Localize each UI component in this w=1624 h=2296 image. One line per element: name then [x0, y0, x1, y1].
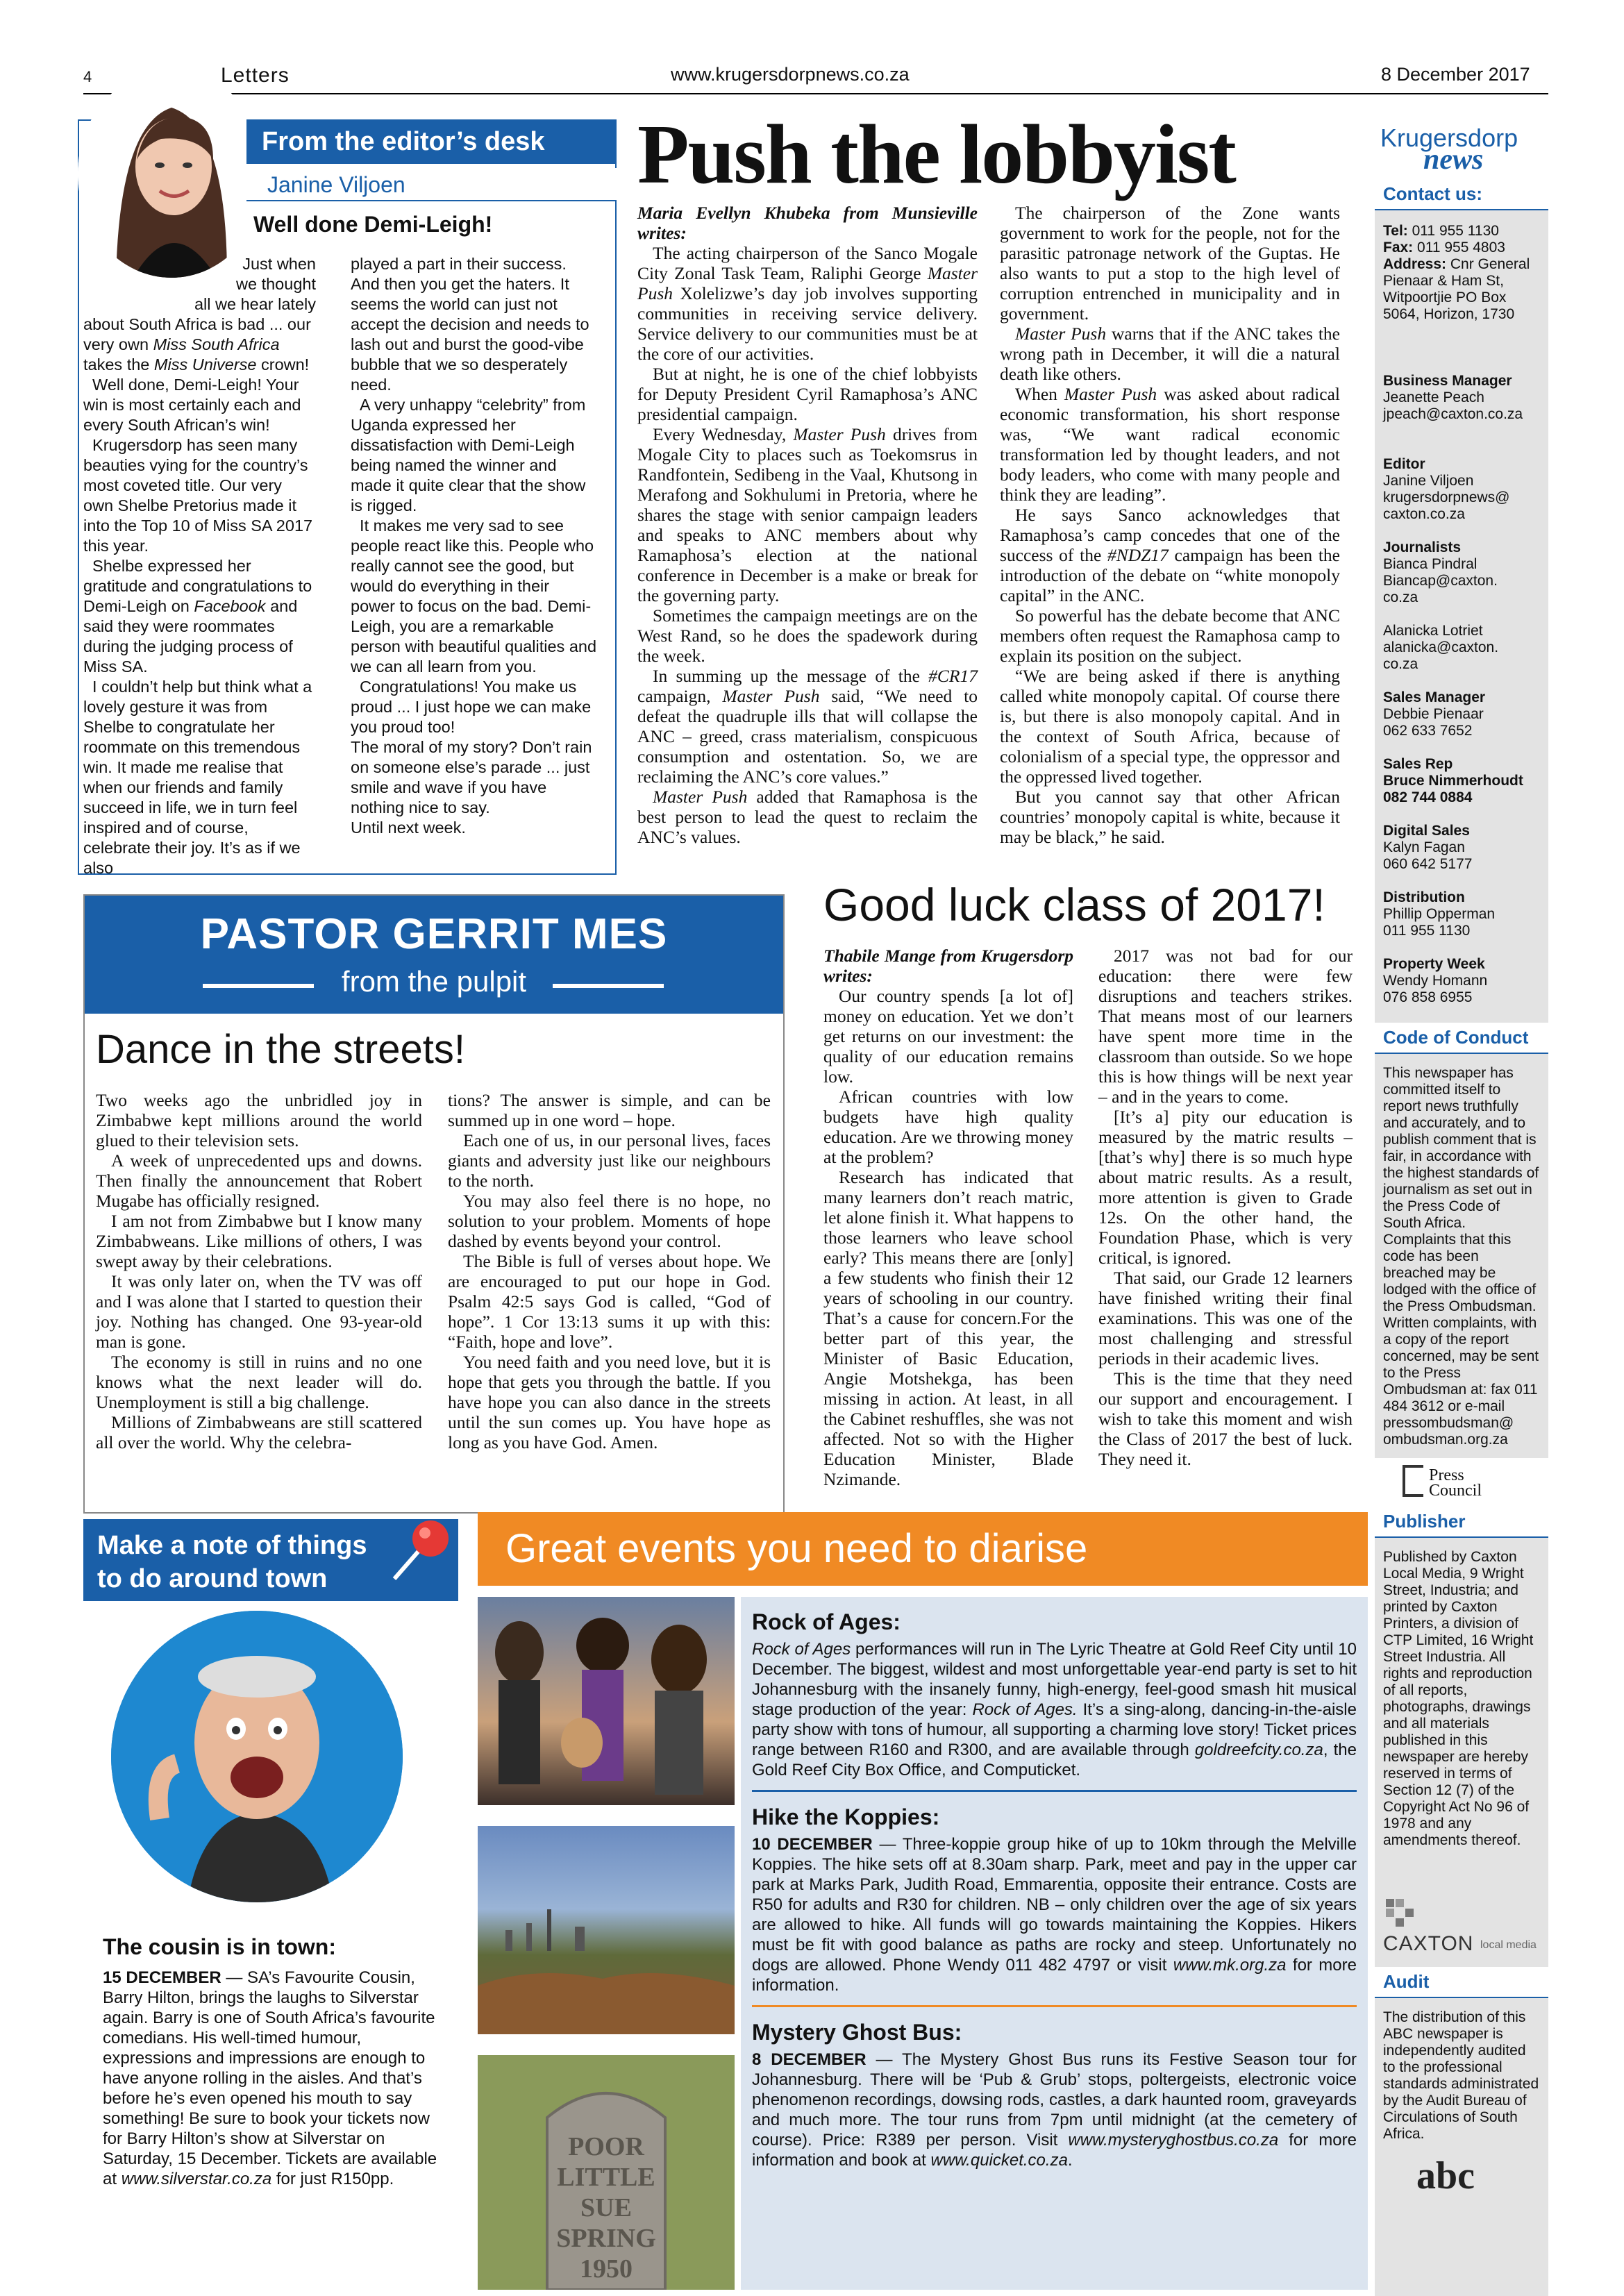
page-number: 4 [83, 68, 92, 85]
pastor-title: Dance in the streets! [96, 1027, 465, 1072]
cousin-photo [111, 1611, 403, 1902]
contact-address: Cnr General Pienaar & Ham St, Witpoortjie PO Box 5064, Horizon, 1730 [1383, 256, 1530, 322]
cousin-text: 15 DECEMBER — SA’s Favourite Cousin, Barry Hilton, brings the laughs to Silverstar again. Barry is one of South Africa’s favourite comedians. His well-timed humour, expressions and impressions are enough to have anyone rolling in the aisles. And that’s before he’s even opened his mouth to say something! Be sure to book your tickets now for Barry Hilton’s show at Silverstar on Saturday, 15 December. Tickets are available at www.silverstar.co.za for just R150pp. [103, 1968, 437, 2188]
goodluck-column-1: Thabile Mange from Krugersdorp writes: Our country spends [a lot of] money on education. Yet we don’t get returns on our investment: the quality of our education remains low. African countries with low budgets have high quality education. Are we throwing money at the problem? Research has indicated that many learners don’t reach matric, let alone finish it. What happens to those learners who leave school early? This means there are [only] a few students who finish their 12 years of schooling in our country. That’s a cause for concern.For the better part of this year, the Minister of Basic Education, Angie Motshekga, has been missing in action. At least, in all the Cabinet reshuffles, she was not affected. Not so with the Higher Education Minister, Blade Nzimande. [823, 946, 1073, 1489]
audit-text: The distribution of this ABC newspaper is independently audited to the professional standards administrated by the Audit Bureau of Circulations of South Africa. [1383, 2009, 1539, 2142]
pastor-rule-left [203, 984, 314, 988]
editor-portrait-icon [78, 69, 265, 278]
note-banner-line-1: Make a note of things [97, 1531, 367, 1560]
pastor-subtitle: from the pulpit [341, 965, 527, 998]
pastor-column-1: Two weeks ago the unbridled joy in Zimbabwe kept millions around the world glued to their television sets. A week of unprecedented ups and downs. Then finally the announcement that Robert Mugabe has officially resigned. I am not from Zimbabwe but I know many Zimbabweans. Like millions of others, I was swept away by their celebrations. It was only later on, when the TV was off and I was alone that I started to question their joy. Nothing has changed. One 93-year-old man is gone. The economy is still in ruins and no one knows what the next leader will do. Unemployment is still a big challenge. Millions of Zimbabweans are still scattered all over the world. Why the celebra- [96, 1090, 422, 1452]
ghost-bus-photo [478, 2055, 735, 2290]
rock-text: Rock of Ages performances will run in The Lyric Theatre at Gold Reef City until 10 December. The biggest, wildest and most unforgettable year-end party is set to hit Johannesburg with the insanely funny, high-energy, feel-good smash hit musical stage production of the year: Rock of Ages. It’s a sing-along, dancing-in-the-aisle party show with tons of humour, all supporting a charming love story! Ticket prices range between R160 and R300, and are available through goldreefcity.co.za, the Gold Reef City Box Office, and Computicket. [752, 1640, 1357, 1779]
comedian-portrait-icon [111, 1611, 403, 1902]
press-council-icon [1403, 1465, 1423, 1497]
koppies-photo [478, 1826, 735, 2034]
contact-fax: 011 955 4803 [1417, 240, 1505, 255]
performers-icon [478, 1597, 735, 1805]
events-panel [741, 1597, 1368, 2290]
lobbyist-column-2: The chairperson of the Zone wants government to work for the people, not for the parasitic patronage network of the Guptas. He also wants to put a stop to the high level of corruption entrenched in municipality and in government. Master Push warns that if the ANC takes the wrong path in December, it will die a natural death like others. When Master Push was asked about radical economic transformation, his short response was, “We want radical economic transformation led by thought leaders, and not body leaders, who come with many people and think they are leading”. He says Sanco acknowledges that Ramaphosa’s camp concedes that one of the success of the #NDZ17 campaign has been the introduction of the debate on “white monopoly capital” in the ANC. So powerful has the debate become that ANC members often request the Ramaphosa camp to explain its position on the subject. “We are being asked if there is anything called white monopoly capital. Of course there is, but there is also monopoly capital. And in the context of South Africa, because of colonialism of a special type, the oppressor and the oppressed lived together. But you cannot say that other African countries’ monopoly capital is white, because it may be black,” he said. [1000, 203, 1340, 847]
events-photos [478, 1597, 735, 2290]
hike-title: Hike the Koppies: [752, 1804, 940, 1829]
note-banner-line-2: to do around town [97, 1564, 328, 1593]
pastor-banner [85, 896, 783, 1014]
press-council-logo [1375, 1458, 1548, 1507]
abc-logo: abc [1416, 2154, 1475, 2197]
sidebar [1375, 110, 1548, 2296]
code-of-conduct-heading: Code of Conduct [1375, 1023, 1548, 1054]
ghost-title: Mystery Ghost Bus: [752, 2020, 962, 2045]
header-rule [83, 93, 1548, 94]
caxton-text: CAXTON [1383, 1932, 1474, 1955]
code-of-conduct-text: This newspaper has committed itself to report news truthfully and accurately, and to publish comment that is fair, in accordance with the highest standards of journalism as set out in the Press Code of South Africa. Complaints that this code has been breached may be lodged with the office of the Press Ombudsman. Written complaints, with a copy of the report concerned, may be sent to the Press Ombudsman at: fax 011 484 3612 or e-mail pressombudsman@ ombudsman.org.za [1383, 1065, 1539, 1448]
events-divider-2 [752, 2005, 1357, 2007]
editor-headline: Well done Demi-Leigh! [253, 212, 493, 237]
hike-text: 10 DECEMBER — Three-koppie group hike of up to 10km through the Melville Koppies. The hike sets off at 8.30am sharp. Park, meet and pay in the upper car park at Marks Park, Judith Road, Emmarentia, opposite their entrance. Costs are R50 for adults and R30 for children. NB – only children over the age of six years are allowed to hike. All funds will go towards maintaining the Koppies. Hikers must be fit with good balance as paths are rocky and steep. Unfortunately no dogs are allowed. Phone Wendy 011 482 4797 or visit www.mk.org.za for more information. [752, 1835, 1357, 1995]
goodluck-byline: Thabile Mange from Krugersdorp writes: [823, 946, 1073, 986]
editor-column-1: Just when we thought all we hear lately about South Africa is bad ... our very own Miss South Africa takes the Miss Universe crown! Well done, Demi-Leigh! Your win is most certainly each and every South African’s win! Krugersdorp has seen many beauties vying for the country’s most coveted title. Our very own Shelbe Pretorius made it into the Top 10 of Miss SA 2017 this year. Shelbe expressed her gratitude and congratulations to Demi-Leigh on Facebook and said they were roommates during the judging process of Miss SA. I couldn’t help but think what a lovely gesture it was from Shelbe to congratulate her roommate on this tremendous win. It made me realise that when our friends and family succeed in life, we in turn feel inspired and of course, celebrate their joy. It’s as if we also [83, 255, 316, 877]
cousin-title: The cousin is in town: [103, 1934, 336, 1959]
logo-top-text: Krugersdorp [1380, 124, 1518, 152]
rock-title: Rock of Ages: [752, 1609, 901, 1634]
ghost-text: 8 DECEMBER — The Mystery Ghost Bus runs its Festive Season tour for Johannesburg. There will be ‘Pub & Grub’ stops, poltergeists, electronic voice phenomenon recordings, dowsing rods, castles, a dark haunted room, graveyards and much more. The tour runs from 7pm until midnight (at the cemetery of course). Price: R389 per person. Visit www.mysteryghostbus.co.za for more information and book at www.quicket.co.za. [752, 2050, 1357, 2170]
editor-photo [78, 69, 265, 278]
publisher-heading: Publisher [1375, 1507, 1548, 1538]
pastor-rule-right [553, 984, 664, 988]
website-link[interactable]: www.krugersdorpnews.co.za [671, 64, 910, 85]
lobbyist-byline: Maria Evellyn Khubeka from Munsieville writes: [637, 203, 978, 243]
caxton-icon [1384, 1897, 1415, 1928]
events-banner: Great events you need to diarise [478, 1512, 1368, 1586]
events-divider-1 [752, 1790, 1357, 1792]
audit-heading: Audit [1375, 1967, 1548, 1998]
issue-date: 8 December 2017 [1381, 64, 1530, 85]
editor-name: Janine Viljoen [246, 168, 617, 201]
publisher-text: Published by Caxton Local Media, 9 Wright Street, Industria; and printed by Caxton Printers, a division of CTP Limited, 16 Wright Street Industria. All rights and reproduction of all reports, photographs, drawings and all materials published in this newspaper are hereby reserved in terms of Section 12 (7) of the Copyright Act No 96 of 1978 and any amendments thereof. [1383, 1549, 1534, 1848]
rock-of-ages-photo [478, 1597, 735, 1805]
goodluck-headline: Good luck class of 2017! [823, 879, 1325, 930]
contact-tel: 011 955 1130 [1412, 223, 1499, 239]
section-label: Letters [221, 64, 290, 87]
lobbyist-column-1: Maria Evellyn Khubeka from Munsieville writes: The acting chairperson of the Sanco Mogale City Zonal Task Team, Raliphi George Master Push Xolelizwe’s day job involves supporting communities in receiving service delivery. Service delivery to our communities must be at the core of our activities. But at night, he is one of the chief lobbyists for Deputy President Cyril Ramaphosa’s ANC presidential campaign. Every Wednesday, Master Push drives from Mogale City to places such as Toekomsrus in Randfontein, Sedibeng in the Vaal, Khutsong in Merafong and Sokhulumi in Pretoria, where he shares the stage with senior campaign leaders and speaks to ANC members about why Ramaphosa’s election at the national conference in December is a make or break for the governing party. Sometimes the campaign meetings are on the West Rand, so he does the spadework during the week. In summing up the message of the #CR17 campaign, Master Push said, “We need to defeat the quadruple ills that will collapse the ANC – greed, crass materialism, conspicuous consumption and ostentation. So, we are reclaiming the ANC’s core values.” Master Push added that Ramaphosa is the best person to lead the quest to reclaim the ANC’s values. [637, 203, 978, 847]
press-council-text: Press Council [1429, 1466, 1482, 1500]
pastor-name: PASTOR GERRIT MES [200, 910, 668, 958]
caxton-logo [1375, 1897, 1548, 1967]
goodluck-column-2: 2017 was not bad for our education: there were few disruptions and teachers strikes. That means most of our learners have spent more time in the classroom than outside. So we hope this is how things will be next year – and in the years to come. [It’s a] pity our education is measured by the matric results – [that’s why] there is so much hype about matric results. As a result, more attention is given to Grade 12s. On the other hand, the Foundation Phase, which is very critical, is ignored. That said, our Grade 12 learners have finished writing their final examinations. This was one of the most challenging and stressful periods in their academic lives. This is the time that they need our support and encouragement. I wish to take this moment and wish the Class of 2017 the best of luck. They need it. [1098, 946, 1353, 1469]
logo-bottom-text: news [1423, 144, 1484, 176]
lobbyist-headline: Push the lobbyist [637, 108, 1235, 201]
contact-details: Tel: 011 955 1130 Fax: 011 955 4803 Address: Cnr General Pienaar & Ham St, Witpoortjie PO Box 5064, Horizon, 1730 Business Manager Jeanette Peach jpeach@caxton.co.za Editor Janine Viljoen krugersdorpnews@ caxton.co.za Journalists Bianca Pindral Biancap@caxton. co.za Alanicka Lotriet alanicka@caxton. co.za Sales Manager Debbie Pienaar 062 633 7652 Sales Rep Bruce Nimmerhoudt 082 744 0884 Digital Sales Kalyn Fagan 060 642 5177 Distribution Phillip Opperman 011 955 1130 Property Week Wendy Homann 076 858 6955 [1383, 223, 1530, 1005]
caxton-sub-text: local media [1480, 1939, 1537, 1951]
tombstone-text: POOR LITTLE SUE SPRING 1950 [556, 2132, 656, 2284]
editor-column-2: played a part in their success. And then you get the haters. It seems the world can just not accept the decision and needs to lash out and burst the good-vibe bubble that we so desperately need. A very unhappy “celebrity” from Uganda expressed her dissatisfaction with Demi-Leigh being named the winner and made it quite clear that the show is rigged. It makes me very sad to see people react like this. People who really cannot see the good, but would do everything in their power to focus on the bad. Demi-Leigh, you are a remarkable person with beautiful qualities and we can all learn from you. Congratulations! You make us proud ... I just hope we can make you proud too! The moral of my story? Don’t rain on someone else’s parade ... just smile and wave if you have nothing nice to say. Until next week. [351, 255, 597, 837]
contact-heading: Contact us: [1375, 179, 1548, 210]
sidebar-logo [1375, 110, 1548, 179]
pushpin-icon [380, 1511, 457, 1587]
editor-banner: From the editor’s desk [246, 119, 617, 164]
city-skyline-icon [478, 1826, 735, 2034]
pastor-column-2: tions? The answer is simple, and can be summed up in one word – hope. Each one of us, in our personal lives, faces giants and adversity just like our neighbours to the north. You may also feel there is no hope, no solution to your problem. Moments of hope dashed by events beyond your control. The Bible is full of verses about hope. We are encouraged to put our hope in God. Psalm 42:5 says God is called, “God of hope”. 1 Cor 13:13 sums it up with this: “Faith, hope and love”. You need faith and you need love, but it is hope that gets you through the battle. If you have hope you can also dance in the streets until the sun comes up. You have hope as long as you have God. Amen. [448, 1090, 771, 1452]
